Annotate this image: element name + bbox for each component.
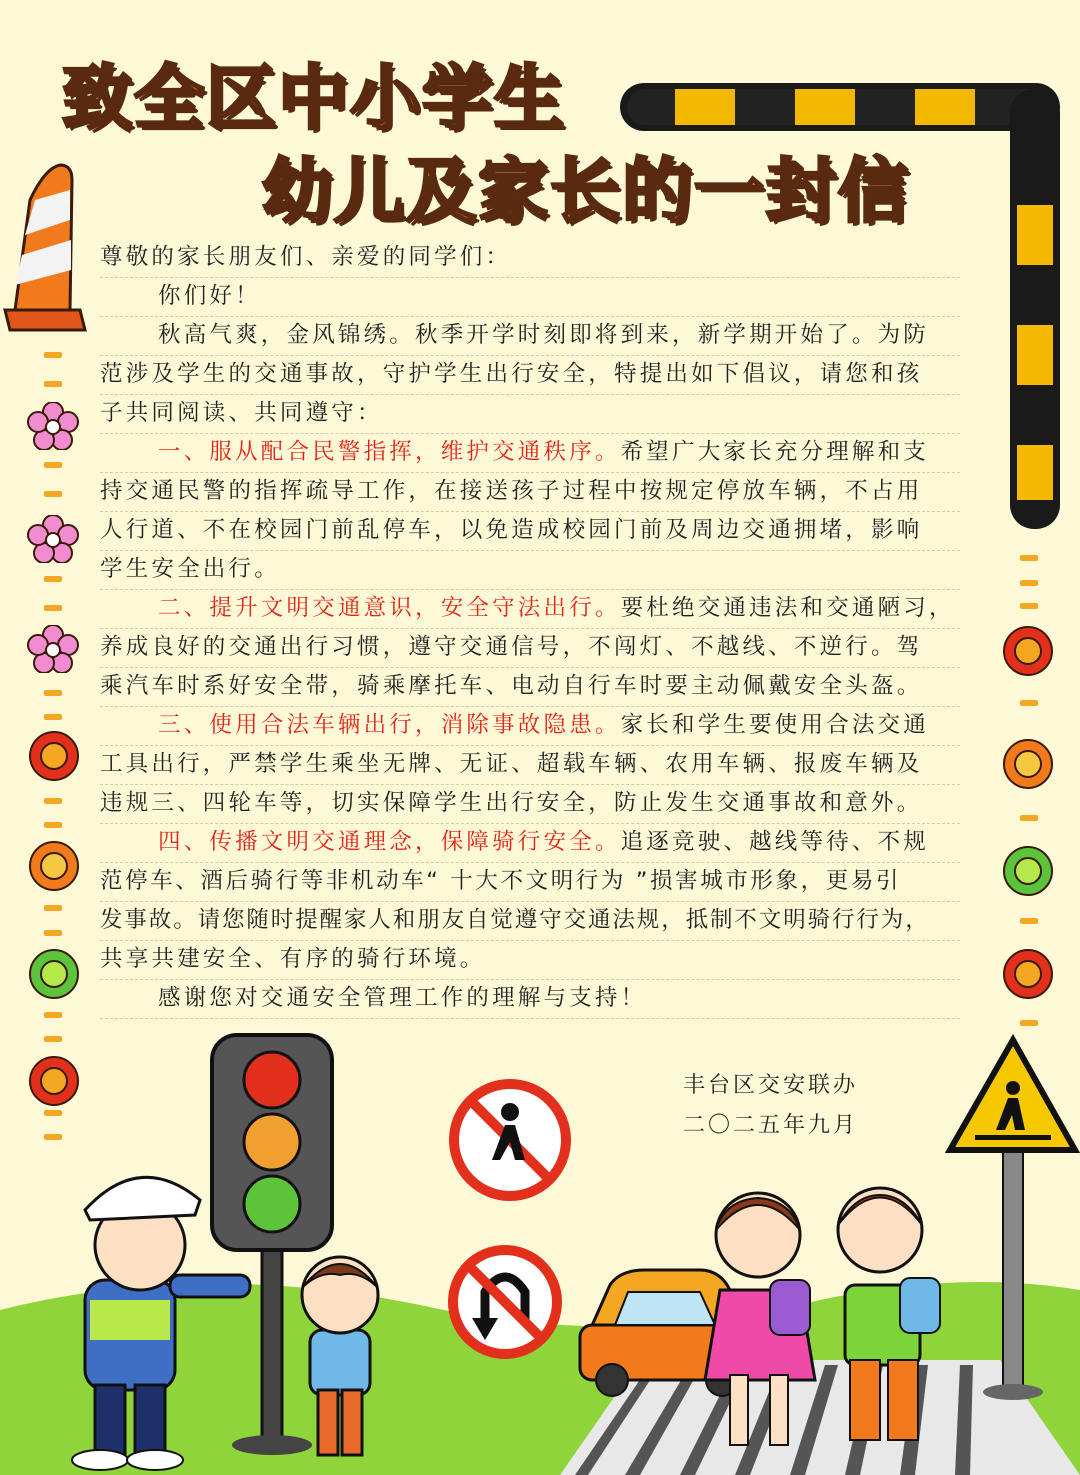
intro-line: 秋高气爽，金风锦绣。秋季开学时刻即将到来，新学期开始了。为防 [100, 316, 960, 356]
signature-date: 二〇二五年九月 [683, 1113, 859, 1138]
bottom-illustration [0, 1030, 1080, 1475]
item-2-text: 要杜绝交通违法和交通陋习， [620, 595, 955, 621]
flower-icon [1002, 845, 1054, 897]
item-4-heading: 四、传播文明交通理念，保障骑行安全。 [158, 829, 621, 855]
item-3-first-line [100, 706, 960, 746]
dash-decoration [44, 462, 62, 468]
flower-icon [26, 625, 80, 673]
greeting: 尊敬的家长朋友们、亲爱的同学们： [100, 238, 960, 278]
flower-icon [26, 402, 80, 450]
dash-decoration [1020, 1020, 1038, 1026]
item-1-first-line [100, 433, 960, 473]
title-line-1: 致全区中小学生 [62, 57, 566, 139]
no-pedestrian-sign-icon [454, 1084, 566, 1196]
item-2-line: 乘汽车时系好安全带，骑乘摩托车、电动自行车时要主动佩戴安全头盔。 [100, 667, 960, 707]
item-4-first-line [100, 823, 960, 863]
flower-icon [1002, 738, 1054, 790]
dash-decoration [44, 690, 62, 696]
item-4-line: 共享共建安全、有序的骑行环境。 [100, 940, 960, 980]
no-u-turn-sign-icon [453, 1250, 557, 1354]
dash-decoration [44, 491, 62, 497]
dash-decoration [1020, 603, 1038, 609]
dash-decoration [1020, 555, 1038, 561]
flower-icon [28, 730, 80, 782]
item-1-line: 学生安全出行。 [100, 550, 960, 590]
dash-decoration [44, 905, 62, 911]
traffic-cone-icon [0, 160, 90, 335]
dash-decoration [44, 798, 62, 804]
dash-decoration [44, 381, 62, 387]
hello: 你们好！ [100, 277, 960, 317]
item-3-heading: 三、使用合法车辆出行，消除事故隐患。 [158, 712, 621, 738]
title-line-2: 幼儿及家长的一封信 [262, 150, 910, 232]
thanks-line: 感谢您对交通安全管理工作的理解与支持！ [100, 979, 960, 1019]
item-1-text: 希望广大家长充分理解和支 [620, 439, 930, 465]
item-3-line: 工具出行，严禁学生乘坐无牌、无证、超载车辆、农用车辆、报废车辆及 [100, 745, 960, 785]
item-3-text: 家长和学生要使用合法交通 [620, 712, 930, 738]
item-2-first-line [100, 589, 960, 629]
dash-decoration [1020, 918, 1038, 924]
dash-decoration [44, 605, 62, 611]
dash-decoration [44, 930, 62, 936]
intro-line: 范涉及学生的交通事故，守护学生出行安全，特提出如下倡议，请您和孩 [100, 355, 960, 395]
item-1-line: 持交通民警的指挥疏导工作，在接送孩子过程中按规定停放车辆，不占用 [100, 472, 960, 512]
item-4-line: 发事故。请您随时提醒家人和朋友自觉遵守交通法规，抵制不文明骑行行为， [100, 901, 960, 941]
dash-decoration [1020, 815, 1038, 821]
item-4-line: 范停车、酒后骑行等非机动车“ 十大不文明行为 ”损害城市形象，更易引 [100, 862, 960, 902]
flower-icon [28, 948, 80, 1000]
intro-line: 子共同阅读、共同遵守： [100, 394, 960, 434]
item-2-line: 养成良好的交通出行习惯，遵守交通信号，不闯灯、不越线、不逆行。驾 [100, 628, 960, 668]
flower-icon [1002, 948, 1054, 1000]
item-2-heading: 二、提升文明交通意识，安全守法出行。 [158, 595, 621, 621]
dash-decoration [44, 1012, 62, 1018]
item-3-line: 违规三、四轮车等，切实保障学生出行安全，防止发生交通事故和意外。 [100, 784, 960, 824]
flower-icon [1002, 625, 1054, 677]
item-1-heading: 一、服从配合民警指挥，维护交通秩序。 [158, 439, 621, 465]
flower-icon [26, 515, 80, 563]
flower-icon [28, 840, 80, 892]
dash-decoration [44, 822, 62, 828]
signature-org: 丰台区交安联办 [683, 1073, 859, 1098]
dash-decoration [44, 714, 62, 720]
item-4-text: 追逐竞驶、越线等待、不规 [620, 829, 930, 855]
dash-decoration [1020, 580, 1038, 586]
item-1-line: 人行道、不在校园门前乱停车，以免造成校园门前及周边交通拥堵，影响 [100, 511, 960, 551]
dash-decoration [44, 576, 62, 582]
dash-decoration [1020, 700, 1038, 706]
dash-decoration [44, 352, 62, 358]
